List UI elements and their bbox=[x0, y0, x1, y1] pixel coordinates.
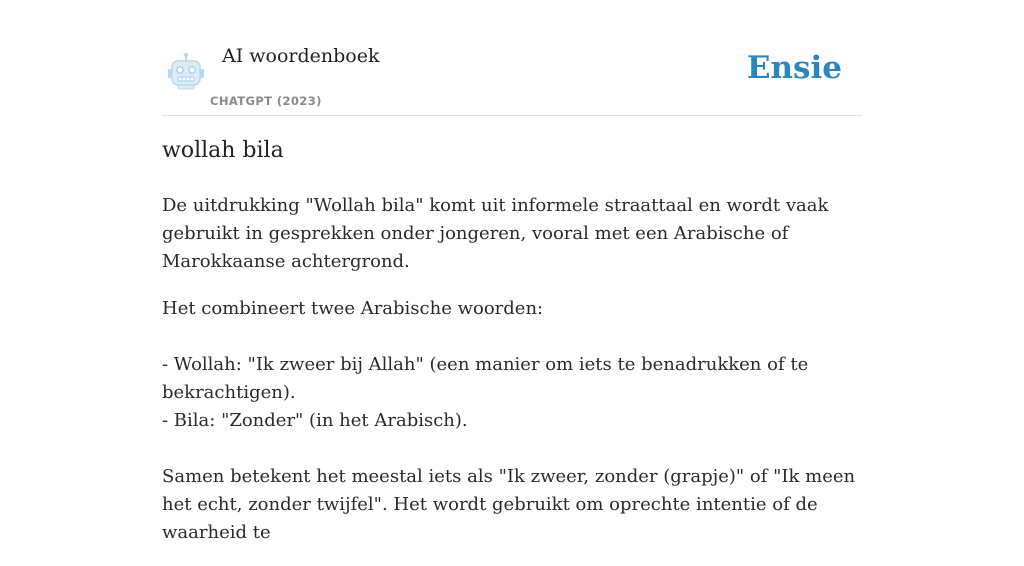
entry-header bbox=[162, 40, 862, 116]
entry-term: wollah bila bbox=[162, 138, 284, 163]
definition-paragraph: De uitdrukking "Wollah bila" komt uit informele straattaal en wordt vaak gebruikt in gesprekken onder jongeren, vooral met een Arabische of Marokkaanse achtergrond. bbox=[162, 195, 829, 272]
source-attribution: CHATGPT (2023) bbox=[210, 94, 322, 108]
robot-icon bbox=[166, 52, 206, 92]
entry-definition bbox=[162, 192, 862, 566]
source-name: AI woordenboek bbox=[222, 45, 380, 67]
ensie-logo-link[interactable]: Ensie bbox=[746, 50, 842, 86]
definition-paragraph: Het combineert twee Arabische woorden: - Wollah: "Ik zweer bij Allah" (een manier om iets te benadrukken of te bekrachtigen). - Bila: "Zonder" (in het Arabisch). Samen betekent het meestal iets als "Ik zweer, zonder (grapje)" of "Ik meen het echt, zonder twijfel". Het wordt gebruikt om oprechte intentie of de waarheid te bbox=[162, 298, 856, 543]
